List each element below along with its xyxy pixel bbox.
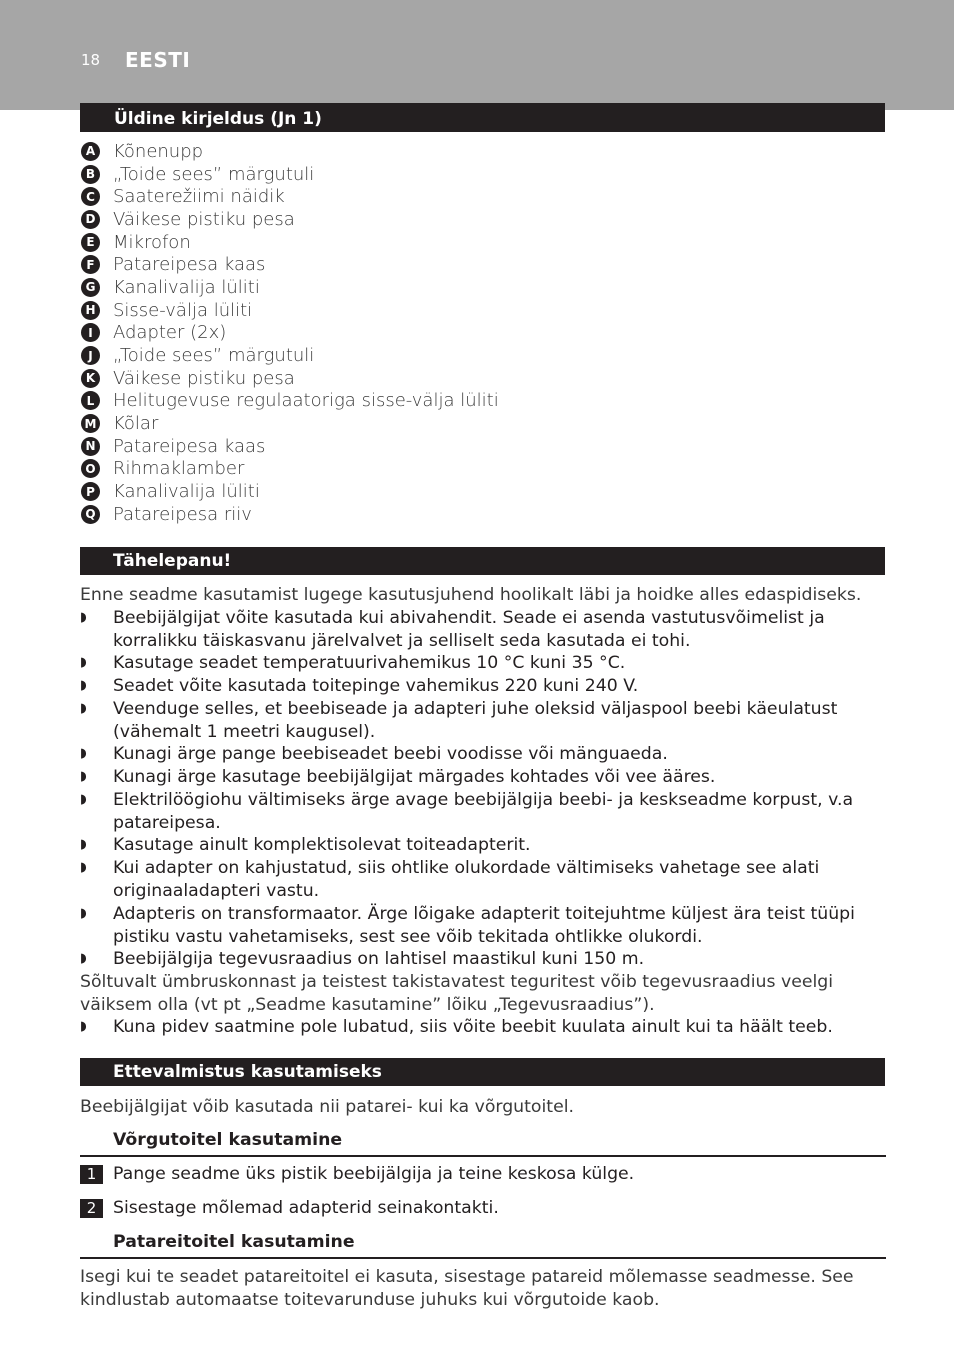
- bullet-marker-icon: ◗: [80, 792, 87, 807]
- page-header-bar: [0, 0, 954, 110]
- letter-badge: L: [81, 391, 100, 410]
- subheading-battery-power: Patareitoitel kasutamine: [113, 1232, 355, 1252]
- section-title-general-description: Üldine kirjeldus (Jn 1): [80, 103, 885, 132]
- preparation-intro: Beebijälgijat võib kasutada nii patarei- kui ka võrgutoitel.: [80, 1097, 574, 1117]
- list-item: [81, 140, 499, 163]
- bullet-marker-icon: ◗: [80, 951, 87, 966]
- bullet-marker-icon: ◗: [80, 860, 87, 875]
- step-item: [80, 1164, 634, 1184]
- bullet-marker-icon: ◗: [80, 655, 87, 670]
- letter-badge: G: [81, 278, 100, 297]
- letter-badge: Q: [81, 505, 100, 524]
- list-item: [81, 480, 499, 503]
- divider: [80, 1155, 886, 1157]
- section-title-preparation: Ettevalmistus kasutamiseks: [80, 1058, 885, 1086]
- part-label: Patareipesa riiv: [113, 503, 252, 525]
- part-label: Helitugevuse regulaatoriga sisse-välja lüliti: [113, 390, 499, 412]
- bullet-item: ◗ Elektrilöögiohu vältimiseks ärge avage beebijälgija beebi- ja keskseadme korpust, v.a patareipesa.: [80, 790, 854, 833]
- letter-badge: A: [81, 142, 100, 161]
- letter-badge: P: [81, 482, 100, 501]
- list-item: [81, 367, 499, 390]
- step-item: [80, 1198, 499, 1218]
- page-number: 18: [81, 51, 101, 69]
- list-item: [81, 208, 499, 231]
- letter-badge: O: [81, 459, 100, 478]
- list-item: [81, 185, 499, 208]
- part-label: Väikese pistiku pesa: [113, 367, 295, 389]
- bullet-item: ◗ Kunagi ärge kasutage beebijälgijat märgades kohtades või vee ääres.: [80, 767, 716, 787]
- section-title-warning: Tähelepanu!: [80, 547, 885, 575]
- letter-badge: J: [81, 346, 100, 365]
- list-item: [81, 231, 499, 254]
- part-label: Kõlar: [113, 413, 159, 435]
- letter-badge: F: [81, 255, 100, 274]
- bullet-marker-icon: ◗: [80, 701, 87, 716]
- letter-badge: C: [81, 187, 100, 206]
- bullet-marker-icon: ◗: [80, 610, 87, 625]
- divider: [80, 1257, 886, 1259]
- step-number: 2: [80, 1199, 103, 1218]
- bullet-marker-icon: ◗: [80, 906, 87, 921]
- bullet-item: ◗ Beebijälgija tegevusraadius on lahtisel maastikul kuni 150 m.: [80, 949, 645, 969]
- letter-badge: E: [81, 233, 100, 252]
- subheading-mains-power: Võrgutoitel kasutamine: [113, 1130, 343, 1150]
- list-item: [81, 412, 499, 435]
- letter-badge: B: [81, 165, 100, 184]
- bullet-item: ◗ Kasutage seadet temperatuurivahemikus 10 °C kuni 35 °C.: [80, 653, 626, 673]
- bullet-item: ◗ Adapteris on transformaator. Ärge lõigake adapterit toitejuhtme küljest ära teist tüüpi pistiku vastu vahetamiseks, sest see võib tekitada ohtlikke olukordi.: [80, 904, 855, 947]
- list-item: [81, 390, 499, 413]
- step-number: 1: [80, 1165, 103, 1184]
- part-label: „Toide sees” märgutuli: [113, 163, 315, 185]
- part-label: Saaterežiimi näidik: [113, 186, 285, 208]
- bullet-item: ◗ Beebijälgijat võite kasutada kui abivahendit. Seade ei asenda vastutusvõimelist ja korralikku täiskasvanu järelvalvet ja selliselt seda kasutada ei tohi.: [80, 608, 825, 651]
- part-label: „Toide sees” märgutuli: [113, 345, 315, 367]
- list-item: [81, 503, 499, 526]
- part-label: Mikrofon: [113, 231, 191, 253]
- letter-badge: K: [81, 369, 100, 388]
- bullet-marker-icon: ◗: [80, 1019, 87, 1034]
- list-item: [81, 163, 499, 186]
- list-item: [81, 458, 499, 481]
- bullet-item: ◗ Seadet võite kasutada toitepinge vahemikus 220 kuni 240 V.: [80, 676, 639, 696]
- part-label: Kanalivalija lüliti: [113, 276, 260, 298]
- part-label: Kõnenupp: [113, 140, 204, 162]
- part-label: Rihmaklamber: [113, 458, 245, 480]
- bullet-item: ◗ Kuna pidev saatmine pole lubatud, siis võite beebit kuulata ainult kui ta häält teeb.: [80, 1017, 833, 1037]
- list-item: [81, 299, 499, 322]
- part-label: Väikese pistiku pesa: [113, 208, 295, 230]
- battery-power-text: Isegi kui te seadet patareitoitel ei kasuta, sisestage patareid mõlemasse seadmesse. See kindlustab automaatse toitevarunduse juhuks kui võrgutoide kaob.: [80, 1267, 854, 1310]
- bullet-item: ◗ Kasutage ainult komplektisolevat toiteadapterit.: [80, 835, 531, 855]
- range-note: Sõltuvalt ümbruskonnast ja teistest takistavatest teguritest võib tegevusraadius veelgi väiksem olla (vt pt „Seadme kasutamine” lõiku „Tegevusraadius”).: [80, 972, 834, 1015]
- part-label: Sisse-välja lüliti: [113, 299, 253, 321]
- letter-badge: N: [81, 437, 100, 456]
- warning-intro: Enne seadme kasutamist lugege kasutusjuhend hoolikalt läbi ja hoidke alles edaspidiseks.: [80, 585, 862, 605]
- part-label: Patareipesa kaas: [113, 254, 266, 276]
- letter-badge: I: [81, 323, 100, 342]
- step-text: Sisestage mõlemad adapterid seinakontakti.: [113, 1198, 499, 1218]
- bullet-marker-icon: ◗: [80, 837, 87, 852]
- bullet-marker-icon: ◗: [80, 678, 87, 693]
- list-item: [81, 435, 499, 458]
- step-text: Pange seadme üks pistik beebijälgija ja teine keskosa külge.: [113, 1164, 635, 1184]
- part-label: Patareipesa kaas: [113, 435, 266, 457]
- part-label: Kanalivalija lüliti: [113, 481, 260, 503]
- bullet-item: ◗ Kui adapter on kahjustatud, siis ohtlike olukordade vältimiseks vahetage see alati originaaladapteri vastu.: [80, 858, 820, 901]
- language-heading: EESTI: [125, 48, 191, 72]
- parts-list: [81, 140, 499, 526]
- bullet-marker-icon: ◗: [80, 746, 87, 761]
- bullet-item: ◗ Kunagi ärge pange beebiseadet beebi voodisse või mänguaeda.: [80, 744, 668, 764]
- list-item: [81, 322, 499, 345]
- list-item: [81, 344, 499, 367]
- list-item: [81, 253, 499, 276]
- letter-badge: H: [81, 301, 100, 320]
- letter-badge: M: [81, 414, 100, 433]
- part-label: Adapter (2x): [113, 322, 227, 344]
- bullet-item: ◗ Veenduge selles, et beebiseade ja adapteri juhe oleksid väljaspool beebi käeulatust (vähemalt 1 meetri kaugusel).: [80, 699, 838, 742]
- bullet-marker-icon: ◗: [80, 769, 87, 784]
- letter-badge: D: [81, 210, 100, 229]
- list-item: [81, 276, 499, 299]
